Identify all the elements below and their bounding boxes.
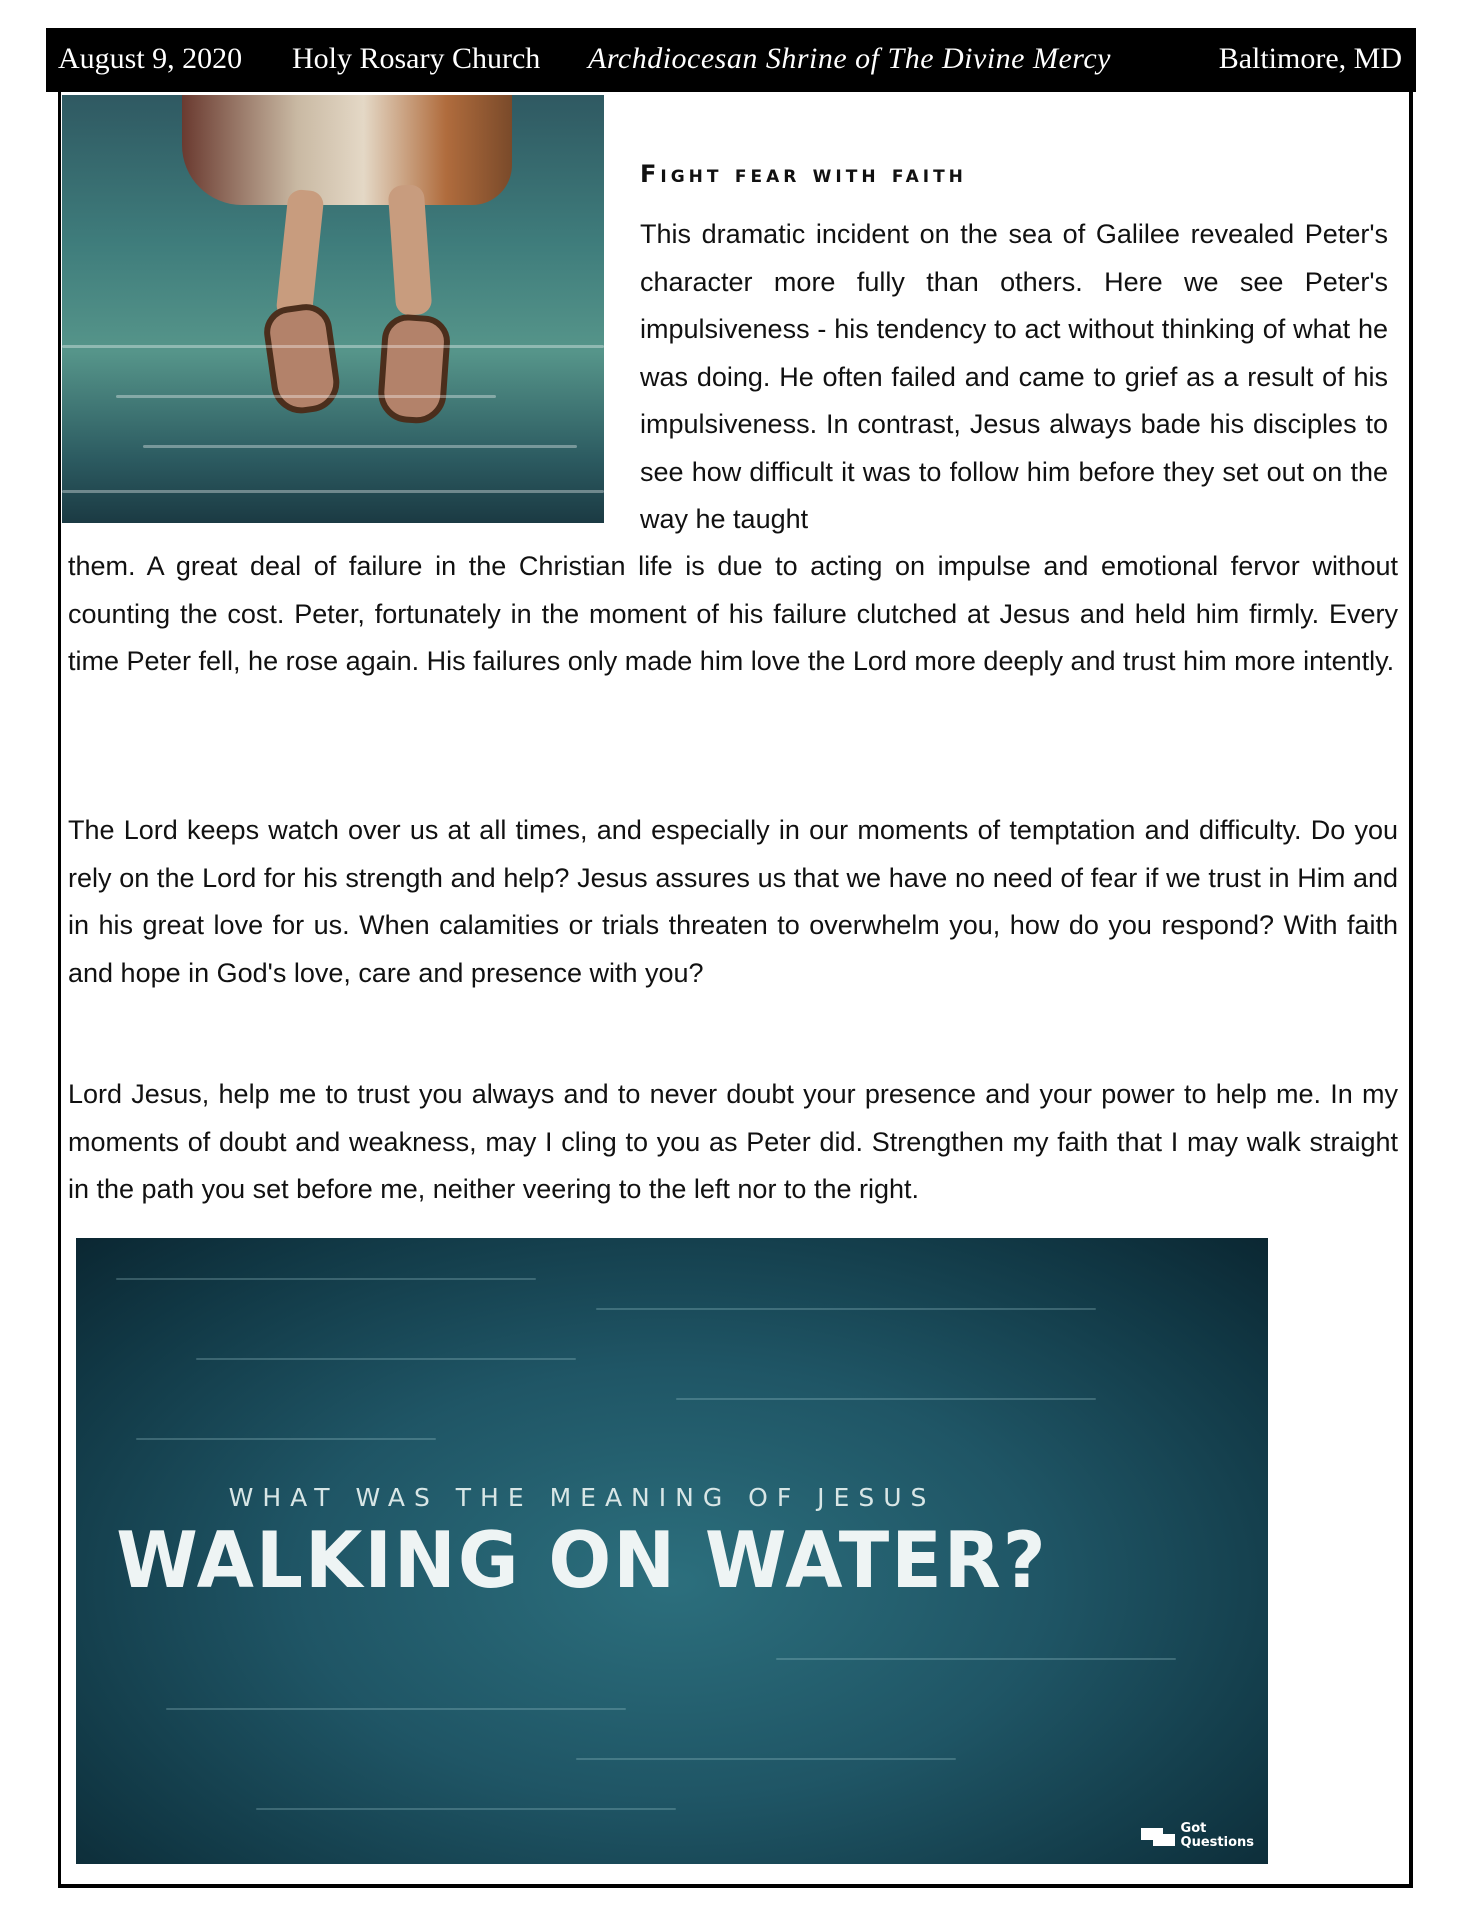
wave-line	[143, 445, 577, 448]
shrine-name: Archdiocesan Shrine of The Divine Mercy	[588, 42, 1111, 75]
article-paragraph-1: them. A great deal of failure in the Christian life is due to acting on impulse and emotional fervor without counting the cost. Peter, fortunately in the moment of his failure clutched at Jesus and held him firmly. Every time Peter fell, he rose again. His failures only made him love the Lord more deeply and trust him more intently.	[68, 551, 1398, 676]
wave-line	[62, 490, 604, 493]
bulletin-date: August 9, 2020	[58, 42, 243, 75]
got-questions-logo	[1141, 1822, 1254, 1850]
image-subtitle: WHAT WAS THE MEANING OF JESUS	[228, 1483, 936, 1512]
ripple	[676, 1398, 1096, 1400]
article-text-wrap: This dramatic incident on the sea of Galilee revealed Peter's character more fully than others. Here we see Peter's impulsiveness - his tendency to act without thinking of what he was doing. He often failed and came to grief as a result of his impulsiveness. In contrast, Jesus always bade his disciples to see how difficult it was to follow him before they set out on the way he taught	[640, 219, 1388, 534]
logo-line-1: Got	[1180, 1821, 1207, 1836]
ripple	[576, 1758, 956, 1760]
city-name: Baltimore, MD	[1218, 42, 1402, 75]
sandal-right	[376, 313, 451, 425]
ripple	[596, 1308, 1096, 1310]
image-headline: WALKING ON WATER?	[116, 1515, 1048, 1607]
ripple	[136, 1438, 436, 1440]
church-name: Holy Rosary Church	[292, 42, 541, 75]
robe-shape	[182, 95, 512, 205]
sandal-left	[261, 301, 343, 417]
ripple	[116, 1278, 536, 1280]
walking-on-water-image	[76, 1238, 1268, 1864]
logo-line-2: Questions	[1180, 1835, 1254, 1850]
leg-left	[275, 188, 324, 321]
logo-text	[1181, 1822, 1254, 1850]
ripple	[776, 1658, 1176, 1660]
article-title: Fight fear with faith	[640, 160, 967, 188]
wave-line	[62, 345, 604, 348]
ripple	[256, 1808, 676, 1810]
header-bar	[46, 28, 1416, 92]
ripple	[196, 1358, 576, 1360]
ripple	[166, 1708, 626, 1710]
article-paragraph-2: The Lord keeps watch over us at all times, and especially in our moments of temptation and difficulty. Do you rely on the Lord for his strength and help? Jesus assures us that we have no need of fear if we trust in Him and in his great love for us. When calamities or trials threaten to overwhelm you, how do you respond? With faith and hope in God's love, care and presence with you?	[68, 815, 1398, 988]
speech-bubbles-icon	[1141, 1824, 1175, 1848]
wave-line	[116, 395, 495, 398]
jesus-feet-on-water-image	[62, 95, 604, 523]
prayer-paragraph: Lord Jesus, help me to trust you always and to never doubt your presence and your power to help me. In my moments of doubt and weakness, may I cling to you as Peter did. Strengthen my faith that I may walk straight in the path you set before me, neither veering to the left nor to the right.	[68, 1079, 1398, 1204]
